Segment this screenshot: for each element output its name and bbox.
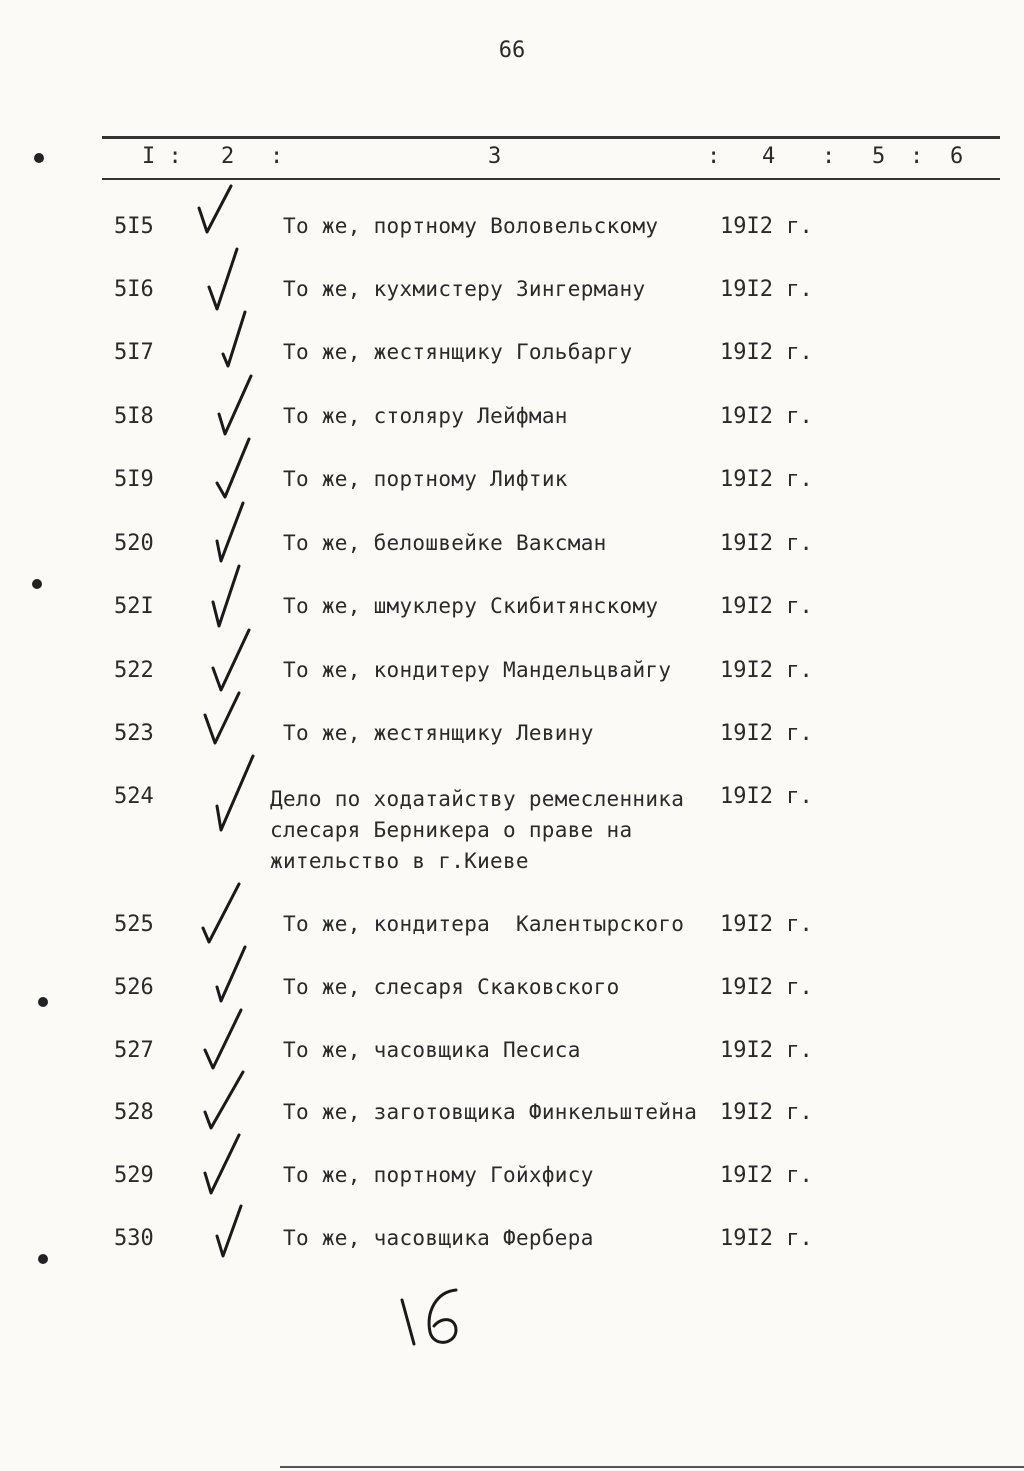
check-mark-icon (195, 628, 265, 698)
row-description: То же, белошвейке Ваксман (283, 531, 607, 555)
row-year: 19I2 г. (720, 404, 813, 429)
row-year: 19I2 г. (720, 975, 813, 1000)
header-col-4: 4 (762, 144, 776, 169)
row-number: 52I (114, 594, 154, 619)
table-row (0, 658, 1024, 698)
table-row (0, 975, 1024, 1015)
row-year: 19I2 г. (720, 721, 813, 746)
row-number: 520 (114, 531, 154, 556)
table-row (0, 467, 1024, 507)
header-col-2: 2 (221, 144, 235, 169)
row-year: 19I2 г. (720, 1226, 813, 1251)
row-description: То же, портному Лифтик (283, 467, 568, 491)
punch-hole-1 (34, 153, 44, 163)
row-number: 528 (114, 1100, 154, 1125)
row-year: 19I2 г. (720, 277, 813, 302)
punch-hole-2 (32, 579, 42, 589)
row-number: 5I9 (114, 467, 154, 492)
row-description: То же, слесаря Скаковского (283, 975, 620, 999)
row-year: 19I2 г. (720, 1163, 813, 1188)
row-year: 19I2 г. (720, 784, 813, 809)
row-description: То же, столяру Лейфман (283, 404, 568, 428)
table-row (0, 912, 1024, 952)
row-description: То же, шмуклеру Скибитянскому (283, 594, 659, 618)
check-mark-icon (195, 754, 265, 844)
row-year: 19I2 г. (720, 340, 813, 365)
check-mark-icon (195, 437, 265, 507)
row-description: То же, заготовщика Финкельштейна (283, 1100, 698, 1124)
page-number: 66 (498, 38, 526, 63)
check-mark-icon (195, 882, 255, 952)
check-mark-icon (195, 501, 265, 571)
header-col-5: 5 (872, 144, 886, 169)
row-description: То же, кондитера Калентырского (283, 912, 685, 936)
row-description: То же, жестянщику Левину (283, 721, 594, 745)
row-number: 5I7 (114, 340, 154, 365)
row-number: 527 (114, 1038, 154, 1063)
row-number: 529 (114, 1163, 154, 1188)
check-mark-icon (195, 691, 255, 751)
row-description: То же, часовщика Фербера (283, 1226, 594, 1250)
header-rule-bottom (102, 178, 1000, 180)
row-number: 5I8 (114, 404, 154, 429)
row-year: 19I2 г. (720, 531, 813, 556)
row-description: То же, часовщика Песиса (283, 1038, 581, 1062)
row-number: 525 (114, 912, 154, 937)
row-number: 526 (114, 975, 154, 1000)
row-description: То же, портному Воловельскому (283, 214, 659, 238)
header-rule-top (102, 136, 1000, 139)
row-description: Дело по ходатайству ремесленника слесаря Берникера о праве на жительство в г.Киеве (270, 787, 685, 873)
check-mark-icon (195, 310, 255, 380)
row-number: 530 (114, 1226, 154, 1251)
check-mark-icon (195, 184, 255, 244)
row-number: 523 (114, 721, 154, 746)
check-mark-icon (195, 945, 255, 1015)
table-row (0, 784, 1024, 884)
row-description: То же, кондитеру Мандельцвайгу (283, 658, 672, 682)
check-mark-icon (195, 1070, 255, 1140)
header-sep: : (707, 144, 721, 169)
row-description: То же, кухмистеру Зингерману (283, 277, 646, 301)
table-row (0, 1100, 1024, 1140)
row-number: 5I5 (114, 214, 154, 239)
row-year: 19I2 г. (720, 1038, 813, 1063)
table-row (0, 404, 1024, 444)
row-year: 19I2 г. (720, 912, 813, 937)
row-year: 19I2 г. (720, 467, 813, 492)
check-mark-icon (195, 1008, 255, 1078)
header-sep: : (270, 144, 284, 169)
row-description: То же, жестянщику Гольбаргу (283, 340, 633, 364)
row-year: 19I2 г. (720, 214, 813, 239)
row-description: То же, портному Гойхфису (283, 1163, 594, 1187)
row-year: 19I2 г. (720, 1100, 813, 1125)
row-number: 5I6 (114, 277, 154, 302)
table-row (0, 1038, 1024, 1078)
header-col-3: 3 (488, 144, 502, 169)
check-mark-icon (195, 564, 265, 634)
header-sep: : (910, 144, 924, 169)
row-year: 19I2 г. (720, 594, 813, 619)
row-number: 524 (114, 784, 154, 809)
check-mark-icon (195, 1133, 255, 1203)
table-row (0, 1226, 1024, 1266)
table-row (0, 531, 1024, 571)
table-row (0, 594, 1024, 634)
check-mark-icon (195, 247, 255, 317)
header-col-1: I : (142, 144, 182, 169)
table-row (0, 277, 1024, 317)
row-number: 522 (114, 658, 154, 683)
table-row (0, 721, 1024, 761)
check-mark-icon (195, 1196, 255, 1266)
row-year: 19I2 г. (720, 658, 813, 683)
table-row (0, 340, 1024, 380)
handwritten-sheet-count (392, 1282, 482, 1352)
header-col-6: 6 (950, 144, 964, 169)
check-mark-icon (195, 374, 265, 444)
header-sep: : (822, 144, 836, 169)
table-row (0, 1163, 1024, 1203)
table-row (0, 214, 1024, 254)
page-edge-line (280, 1466, 1024, 1468)
